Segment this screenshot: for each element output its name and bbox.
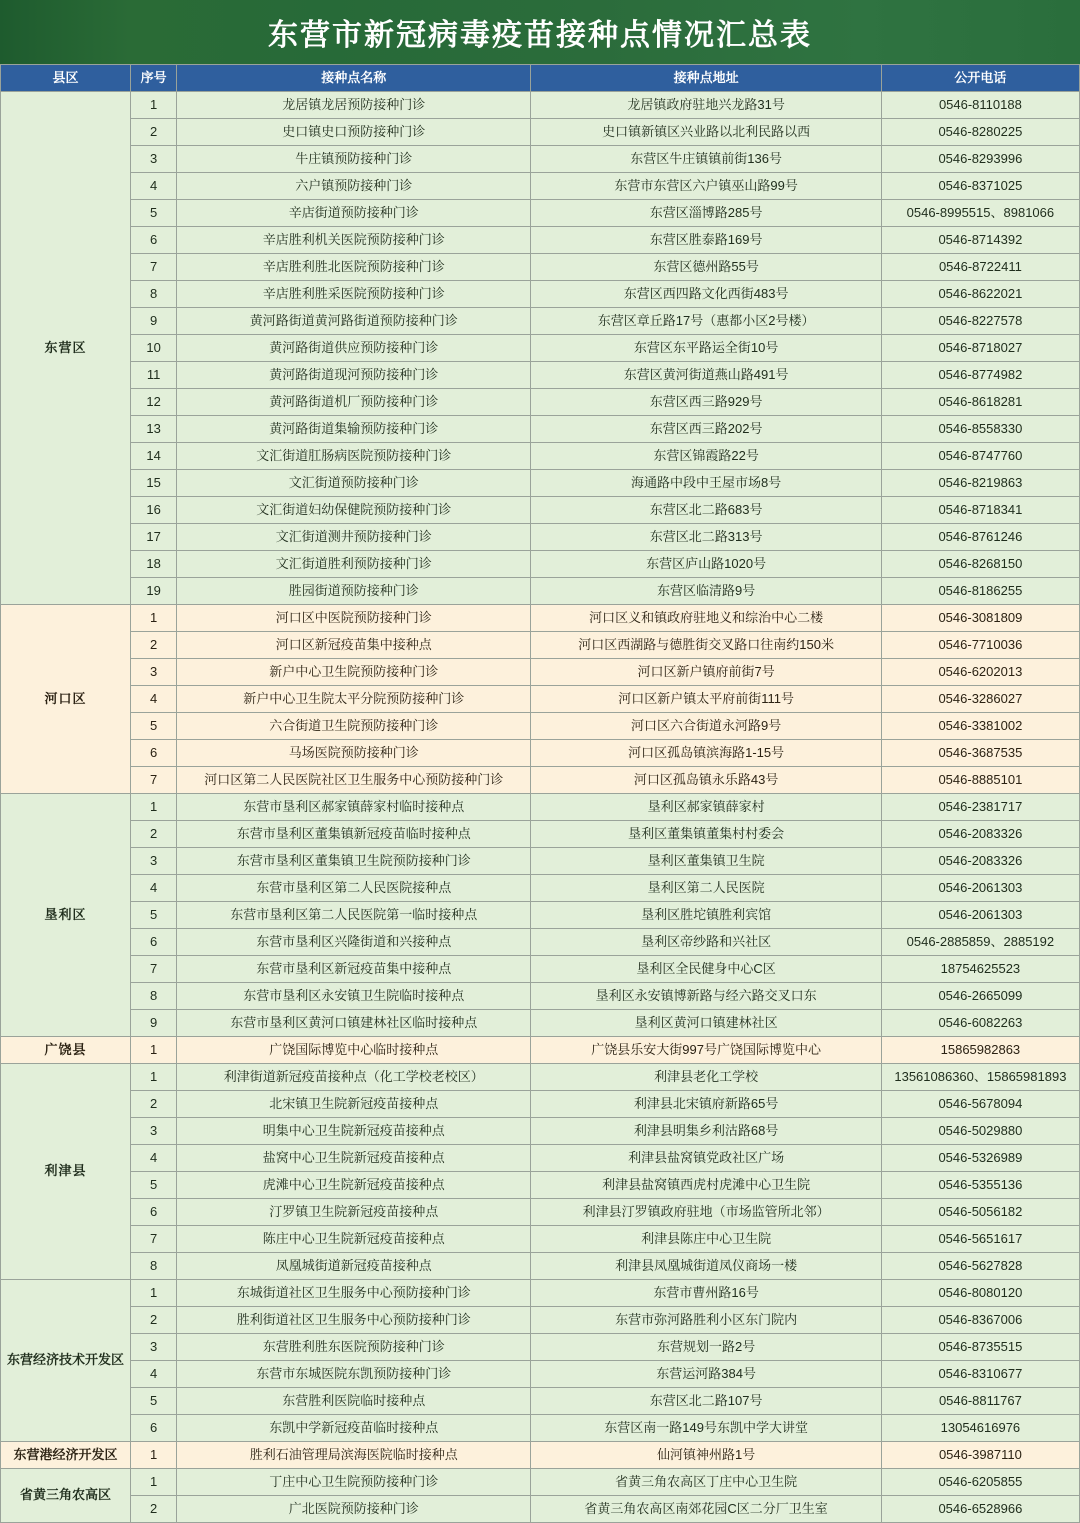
site-address-cell: 东营区南一路149号东凯中学大讲堂 [531,1415,881,1442]
row-index-cell: 2 [131,1496,177,1523]
site-address-cell: 垦利区全民健身中心C区 [531,956,881,983]
site-address-cell: 垦利区第二人民医院 [531,875,881,902]
site-name-cell: 辛店胜利胜北医院预防接种门诊 [177,254,531,281]
site-address-cell: 垦利区董集镇董集村村委会 [531,821,881,848]
site-address-cell: 东营区西三路929号 [531,389,881,416]
phone-cell: 0546-8080120 [881,1280,1079,1307]
table-row [1,1280,1080,1307]
row-index-cell: 7 [131,767,177,794]
site-name-cell: 史口镇史口预防接种门诊 [177,119,531,146]
table-row [1,1010,1080,1037]
site-name-cell: 胜园街道预防接种门诊 [177,578,531,605]
county-cell: 河口区 [1,605,131,794]
site-address-cell: 东营市弥河路胜利小区东门院内 [531,1307,881,1334]
site-address-cell: 省黄三角农高区南郊花园C区二分厂卫生室 [531,1496,881,1523]
row-index-cell: 2 [131,119,177,146]
site-name-cell: 河口区新冠疫苗集中接种点 [177,632,531,659]
table-row [1,659,1080,686]
phone-cell: 0546-8227578 [881,308,1079,335]
table-row [1,632,1080,659]
row-index-cell: 4 [131,1361,177,1388]
site-name-cell: 东营市垦利区兴隆街道和兴接种点 [177,929,531,956]
phone-cell: 0546-5029880 [881,1118,1079,1145]
site-address-cell: 垦利区黄河口镇建林社区 [531,1010,881,1037]
table-row [1,1199,1080,1226]
phone-cell: 0546-3286027 [881,686,1079,713]
phone-cell: 0546-8811767 [881,1388,1079,1415]
phone-cell: 0546-2083326 [881,848,1079,875]
site-name-cell: 马场医院预防接种门诊 [177,740,531,767]
phone-cell: 0546-8747760 [881,443,1079,470]
row-index-cell: 3 [131,1118,177,1145]
table-row [1,902,1080,929]
row-index-cell: 7 [131,956,177,983]
phone-cell: 0546-8714392 [881,227,1079,254]
column-header-index: 序号 [131,65,177,92]
table-row [1,767,1080,794]
phone-cell: 0546-2665099 [881,983,1079,1010]
site-address-cell: 垦利区郝家镇薛家村 [531,794,881,821]
site-name-cell: 河口区中医院预防接种门诊 [177,605,531,632]
phone-cell: 0546-8995515、8981066 [881,200,1079,227]
phone-cell: 0546-8293996 [881,146,1079,173]
site-address-cell: 河口区六合街道永河路9号 [531,713,881,740]
site-name-cell: 东营市垦利区第二人民医院第一临时接种点 [177,902,531,929]
site-name-cell: 北宋镇卫生院新冠疫苗接种点 [177,1091,531,1118]
table-header-row [1,65,1080,92]
table-row [1,1469,1080,1496]
table-row [1,389,1080,416]
phone-cell: 0546-2885859、2885192 [881,929,1079,956]
phone-cell: 0546-8761246 [881,524,1079,551]
site-name-cell: 六合街道卫生院预防接种门诊 [177,713,531,740]
site-address-cell: 东营区东平路运全街10号 [531,335,881,362]
table-row [1,470,1080,497]
county-cell: 东营港经济开发区 [1,1442,131,1469]
row-index-cell: 6 [131,929,177,956]
county-cell: 省黄三角农高区 [1,1469,131,1523]
county-cell: 广饶县 [1,1037,131,1064]
site-address-cell: 河口区西湖路与德胜街交叉路口往南约150米 [531,632,881,659]
column-header-site-name: 接种点名称 [177,65,531,92]
phone-cell: 0546-3381002 [881,713,1079,740]
phone-cell: 0546-8371025 [881,173,1079,200]
row-index-cell: 13 [131,416,177,443]
table-row [1,578,1080,605]
row-index-cell: 4 [131,875,177,902]
row-index-cell: 14 [131,443,177,470]
site-name-cell: 广饶国际博览中心临时接种点 [177,1037,531,1064]
phone-cell: 0546-8219863 [881,470,1079,497]
site-address-cell: 海通路中段中王屋市场8号 [531,470,881,497]
row-index-cell: 5 [131,200,177,227]
table-row [1,335,1080,362]
row-index-cell: 4 [131,686,177,713]
site-name-cell: 辛店胜利胜采医院预防接种门诊 [177,281,531,308]
column-header-county: 县区 [1,65,131,92]
row-index-cell: 1 [131,1280,177,1307]
phone-cell: 0546-8722411 [881,254,1079,281]
table-row [1,524,1080,551]
site-address-cell: 东营区牛庄镇镇前街136号 [531,146,881,173]
phone-cell: 0546-2061303 [881,875,1079,902]
table-row [1,551,1080,578]
table-row [1,497,1080,524]
row-index-cell: 5 [131,902,177,929]
phone-cell: 0546-8618281 [881,389,1079,416]
site-address-cell: 利津县盐窝镇西虎村虎滩中心卫生院 [531,1172,881,1199]
phone-cell: 0546-8268150 [881,551,1079,578]
site-address-cell: 东营区临清路9号 [531,578,881,605]
site-address-cell: 利津县陈庄中心卫生院 [531,1226,881,1253]
phone-cell: 0546-2061303 [881,902,1079,929]
phone-cell: 0546-2083326 [881,821,1079,848]
table-row [1,1118,1080,1145]
table-body [1,92,1080,1523]
table-row [1,983,1080,1010]
site-address-cell: 东营运河路384号 [531,1361,881,1388]
site-address-cell: 史口镇新镇区兴业路以北利民路以西 [531,119,881,146]
table-row [1,1253,1080,1280]
row-index-cell: 7 [131,1226,177,1253]
row-index-cell: 4 [131,1145,177,1172]
table-row [1,200,1080,227]
site-address-cell: 河口区新户镇府前街7号 [531,659,881,686]
table-row [1,1226,1080,1253]
site-address-cell: 东营区西三路202号 [531,416,881,443]
site-name-cell: 东营市垦利区新冠疫苗集中接种点 [177,956,531,983]
row-index-cell: 17 [131,524,177,551]
site-name-cell: 东营市垦利区董集镇卫生院预防接种门诊 [177,848,531,875]
site-name-cell: 虎滩中心卫生院新冠疫苗接种点 [177,1172,531,1199]
site-address-cell: 垦利区胜坨镇胜利宾馆 [531,902,881,929]
county-cell: 东营经济技术开发区 [1,1280,131,1442]
site-name-cell: 东营胜利胜东医院预防接种门诊 [177,1334,531,1361]
table-row [1,1307,1080,1334]
table-row [1,875,1080,902]
row-index-cell: 5 [131,1172,177,1199]
site-name-cell: 龙居镇龙居预防接种门诊 [177,92,531,119]
row-index-cell: 1 [131,1469,177,1496]
site-address-cell: 东营区北二路107号 [531,1388,881,1415]
site-name-cell: 黄河路街道集输预防接种门诊 [177,416,531,443]
phone-cell: 0546-8718341 [881,497,1079,524]
site-name-cell: 陈庄中心卫生院新冠疫苗接种点 [177,1226,531,1253]
row-index-cell: 9 [131,308,177,335]
table-row [1,281,1080,308]
phone-cell: 0546-8186255 [881,578,1079,605]
table-row [1,956,1080,983]
row-index-cell: 6 [131,740,177,767]
row-index-cell: 3 [131,848,177,875]
table-row [1,92,1080,119]
site-name-cell: 东营市垦利区永安镇卫生院临时接种点 [177,983,531,1010]
phone-cell: 0546-8558330 [881,416,1079,443]
phone-cell: 0546-8885101 [881,767,1079,794]
table-row [1,821,1080,848]
table-row [1,1442,1080,1469]
site-address-cell: 东营市东营区六户镇巫山路99号 [531,173,881,200]
table-row [1,443,1080,470]
table-row [1,605,1080,632]
row-index-cell: 12 [131,389,177,416]
row-index-cell: 1 [131,794,177,821]
site-address-cell: 东营区锦霞路22号 [531,443,881,470]
row-index-cell: 2 [131,821,177,848]
row-index-cell: 9 [131,1010,177,1037]
phone-cell: 0546-2381717 [881,794,1079,821]
row-index-cell: 6 [131,227,177,254]
row-index-cell: 1 [131,92,177,119]
phone-cell: 0546-6082263 [881,1010,1079,1037]
row-index-cell: 11 [131,362,177,389]
phone-cell: 0546-7710036 [881,632,1079,659]
site-address-cell: 东营区西四路文化西街483号 [531,281,881,308]
site-name-cell: 东营市垦利区黄河口镇建林社区临时接种点 [177,1010,531,1037]
site-address-cell: 河口区孤岛镇永乐路43号 [531,767,881,794]
phone-cell: 0546-6528966 [881,1496,1079,1523]
table-row [1,848,1080,875]
row-index-cell: 1 [131,605,177,632]
phone-cell: 0546-5326989 [881,1145,1079,1172]
table-row [1,119,1080,146]
phone-cell: 18754625523 [881,956,1079,983]
page-title: 东营市新冠病毒疫苗接种点情况汇总表 [268,18,812,53]
row-index-cell: 19 [131,578,177,605]
site-address-cell: 龙居镇政府驻地兴龙路31号 [531,92,881,119]
phone-cell: 0546-8774982 [881,362,1079,389]
row-index-cell: 2 [131,1307,177,1334]
site-name-cell: 东营市东城医院东凯预防接种门诊 [177,1361,531,1388]
row-index-cell: 8 [131,983,177,1010]
site-name-cell: 文汇街道妇幼保健院预防接种门诊 [177,497,531,524]
phone-cell: 0546-8735515 [881,1334,1079,1361]
site-address-cell: 利津县汀罗镇政府驻地（市场监管所北邻） [531,1199,881,1226]
row-index-cell: 5 [131,713,177,740]
site-address-cell: 垦利区帝纱路和兴社区 [531,929,881,956]
row-index-cell: 3 [131,659,177,686]
site-name-cell: 广北医院预防接种门诊 [177,1496,531,1523]
table-row [1,1415,1080,1442]
table-row [1,1496,1080,1523]
site-address-cell: 东营区德州路55号 [531,254,881,281]
row-index-cell: 10 [131,335,177,362]
table-row [1,1037,1080,1064]
site-name-cell: 东营胜利医院临时接种点 [177,1388,531,1415]
phone-cell: 0546-3081809 [881,605,1079,632]
table-row [1,1361,1080,1388]
phone-cell: 0546-8310677 [881,1361,1079,1388]
site-address-cell: 利津县老化工学校 [531,1064,881,1091]
site-name-cell: 东营市垦利区郝家镇薛家村临时接种点 [177,794,531,821]
site-name-cell: 黄河路街道机厂预防接种门诊 [177,389,531,416]
site-name-cell: 利津街道新冠疫苗接种点（化工学校老校区） [177,1064,531,1091]
phone-cell: 0546-5056182 [881,1199,1079,1226]
site-name-cell: 黄河路街道供应预防接种门诊 [177,335,531,362]
table-row [1,146,1080,173]
site-name-cell: 辛店胜利机关医院预防接种门诊 [177,227,531,254]
site-name-cell: 牛庄镇预防接种门诊 [177,146,531,173]
table-row [1,1172,1080,1199]
site-address-cell: 垦利区董集镇卫生院 [531,848,881,875]
site-name-cell: 盐窝中心卫生院新冠疫苗接种点 [177,1145,531,1172]
site-address-cell: 利津县明集乡利沽路68号 [531,1118,881,1145]
phone-cell: 0546-8280225 [881,119,1079,146]
row-index-cell: 4 [131,173,177,200]
table-row [1,686,1080,713]
phone-cell: 0546-3987110 [881,1442,1079,1469]
site-name-cell: 新户中心卫生院太平分院预防接种门诊 [177,686,531,713]
site-address-cell: 利津县盐窝镇党政社区广场 [531,1145,881,1172]
site-name-cell: 东营市垦利区第二人民医院接种点 [177,875,531,902]
row-index-cell: 8 [131,1253,177,1280]
phone-cell: 0546-8718027 [881,335,1079,362]
site-name-cell: 新户中心卫生院预防接种门诊 [177,659,531,686]
row-index-cell: 18 [131,551,177,578]
site-address-cell: 东营区庐山路1020号 [531,551,881,578]
table-row [1,254,1080,281]
site-name-cell: 胜利街道社区卫生服务中心预防接种门诊 [177,1307,531,1334]
site-name-cell: 丁庄中心卫生院预防接种门诊 [177,1469,531,1496]
phone-cell: 0546-8622021 [881,281,1079,308]
row-index-cell: 15 [131,470,177,497]
site-name-cell: 明集中心卫生院新冠疫苗接种点 [177,1118,531,1145]
site-address-cell: 东营区黄河街道燕山路491号 [531,362,881,389]
table-row [1,1064,1080,1091]
site-name-cell: 河口区第二人民医院社区卫生服务中心预防接种门诊 [177,767,531,794]
phone-cell: 0546-3687535 [881,740,1079,767]
site-address-cell: 利津县凤凰城街道凤仪商场一楼 [531,1253,881,1280]
row-index-cell: 2 [131,632,177,659]
table-row [1,1388,1080,1415]
site-address-cell: 东营区胜泰路169号 [531,227,881,254]
site-address-cell: 广饶县乐安大街997号广饶国际博览中心 [531,1037,881,1064]
phone-cell: 0546-8110188 [881,92,1079,119]
phone-cell: 0546-5627828 [881,1253,1079,1280]
table-row [1,308,1080,335]
row-index-cell: 16 [131,497,177,524]
row-index-cell: 3 [131,146,177,173]
site-address-cell: 东营区淄博路285号 [531,200,881,227]
site-address-cell: 东营规划一路2号 [531,1334,881,1361]
row-index-cell: 8 [131,281,177,308]
row-index-cell: 5 [131,1388,177,1415]
site-name-cell: 文汇街道测井预防接种门诊 [177,524,531,551]
phone-cell: 0546-8367006 [881,1307,1079,1334]
phone-cell: 0546-5678094 [881,1091,1079,1118]
row-index-cell: 7 [131,254,177,281]
row-index-cell: 1 [131,1064,177,1091]
table-row [1,794,1080,821]
site-address-cell: 东营区北二路313号 [531,524,881,551]
row-index-cell: 1 [131,1442,177,1469]
site-address-cell: 东营区章丘路17号（惠都小区2号楼） [531,308,881,335]
site-name-cell: 文汇街道肛肠病医院预防接种门诊 [177,443,531,470]
site-name-cell: 文汇街道预防接种门诊 [177,470,531,497]
site-name-cell: 凤凰城街道新冠疫苗接种点 [177,1253,531,1280]
site-address-cell: 东营市曹州路16号 [531,1280,881,1307]
county-cell: 东营区 [1,92,131,605]
phone-cell: 13054616976 [881,1415,1079,1442]
row-index-cell: 1 [131,1037,177,1064]
site-name-cell: 六户镇预防接种门诊 [177,173,531,200]
site-address-cell: 河口区新户镇太平府前街111号 [531,686,881,713]
phone-cell: 0546-5355136 [881,1172,1079,1199]
site-name-cell: 辛店街道预防接种门诊 [177,200,531,227]
site-name-cell: 汀罗镇卫生院新冠疫苗接种点 [177,1199,531,1226]
column-header-site-address: 接种点地址 [531,65,881,92]
column-header-phone: 公开电话 [881,65,1079,92]
phone-cell: 0546-5651617 [881,1226,1079,1253]
row-index-cell: 6 [131,1415,177,1442]
table-row [1,416,1080,443]
table-row [1,713,1080,740]
county-cell: 垦利区 [1,794,131,1037]
site-name-cell: 东营市垦利区董集镇新冠疫苗临时接种点 [177,821,531,848]
site-name-cell: 黄河路街道现河预防接种门诊 [177,362,531,389]
site-address-cell: 垦利区永安镇博新路与经六路交叉口东 [531,983,881,1010]
site-address-cell: 河口区义和镇政府驻地义和综治中心二楼 [531,605,881,632]
site-name-cell: 胜利石油管理局滨海医院临时接种点 [177,1442,531,1469]
table-row [1,1334,1080,1361]
county-cell: 利津县 [1,1064,131,1280]
row-index-cell: 2 [131,1091,177,1118]
table-row [1,929,1080,956]
site-address-cell: 河口区孤岛镇滨海路1-15号 [531,740,881,767]
site-address-cell: 仙河镇神州路1号 [531,1442,881,1469]
table-row [1,1145,1080,1172]
table-row [1,740,1080,767]
table-header [1,65,1080,92]
table-row [1,1091,1080,1118]
site-address-cell: 省黄三角农高区丁庄中心卫生院 [531,1469,881,1496]
site-name-cell: 东城街道社区卫生服务中心预防接种门诊 [177,1280,531,1307]
site-name-cell: 文汇街道胜利预防接种门诊 [177,551,531,578]
site-address-cell: 利津县北宋镇府新路65号 [531,1091,881,1118]
vaccination-sites-table [0,64,1080,1523]
site-name-cell: 黄河路街道黄河路街道预防接种门诊 [177,308,531,335]
row-index-cell: 6 [131,1199,177,1226]
table-row [1,362,1080,389]
site-name-cell: 东凯中学新冠疫苗临时接种点 [177,1415,531,1442]
page-title-bar [0,0,1080,64]
phone-cell: 0546-6202013 [881,659,1079,686]
phone-cell: 15865982863 [881,1037,1079,1064]
table-row [1,173,1080,200]
table-row [1,227,1080,254]
phone-cell: 13561086360、15865981893 [881,1064,1079,1091]
site-address-cell: 东营区北二路683号 [531,497,881,524]
phone-cell: 0546-6205855 [881,1469,1079,1496]
row-index-cell: 3 [131,1334,177,1361]
